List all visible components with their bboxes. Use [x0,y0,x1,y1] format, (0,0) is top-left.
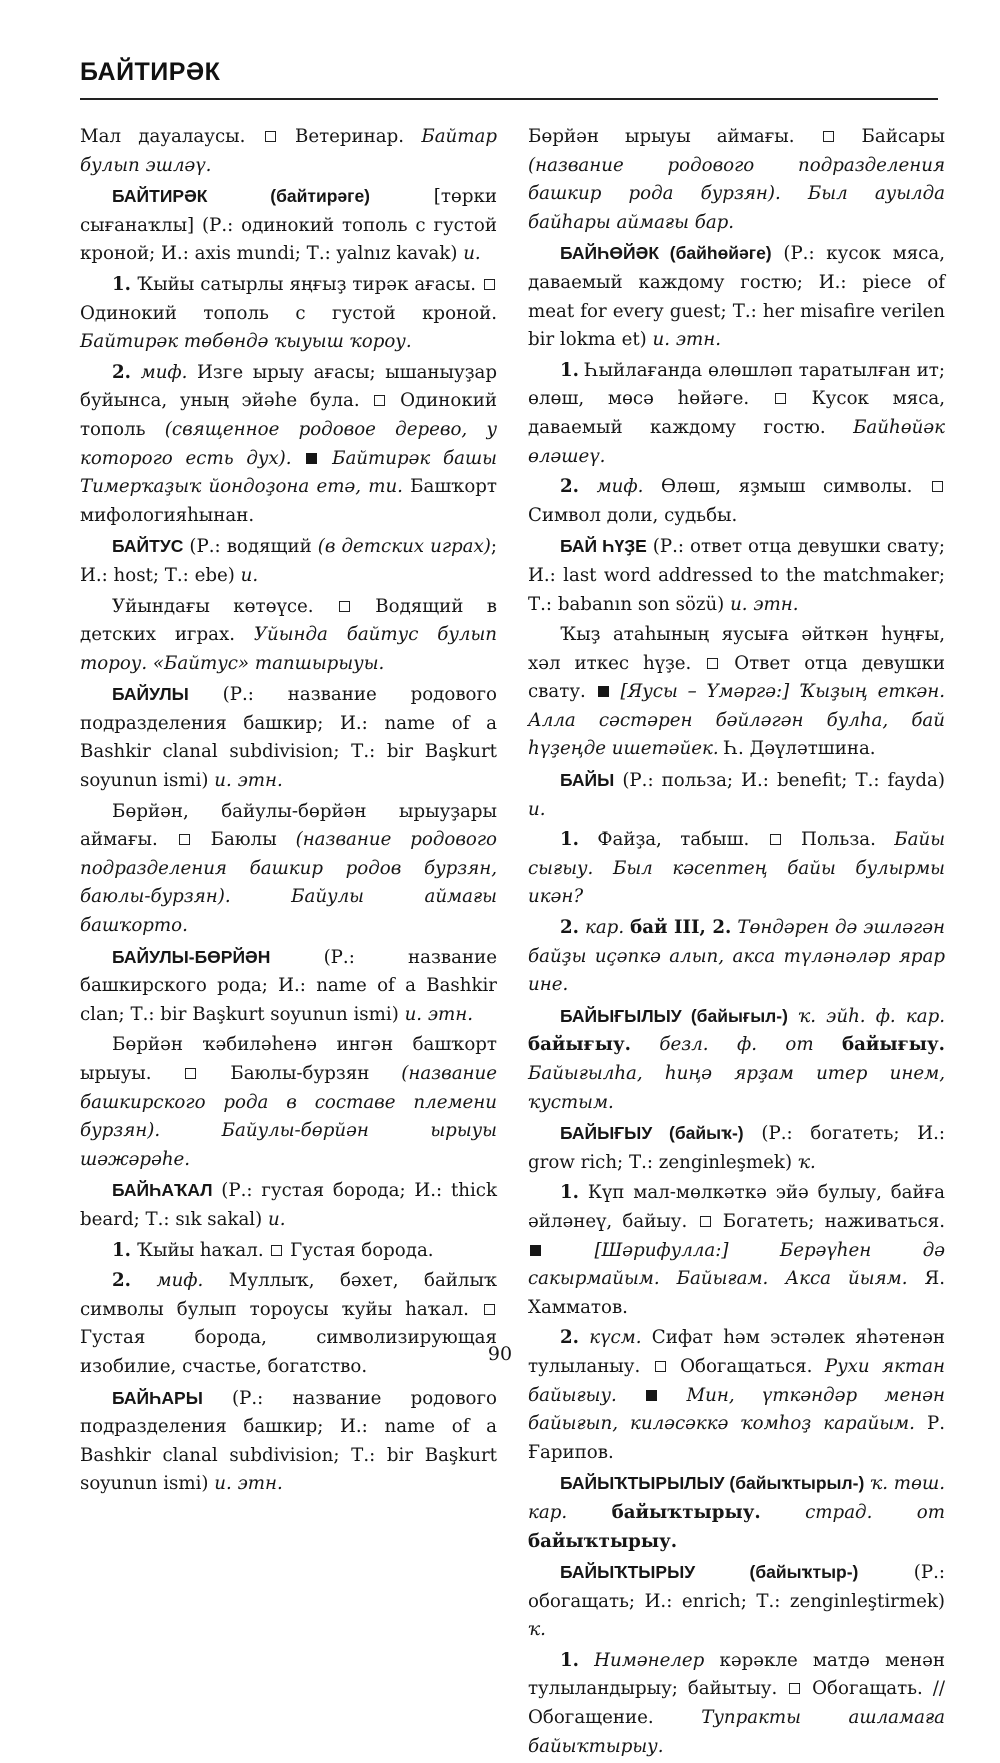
entry-text: Уйындағы көтөүсе. [112,595,337,617]
entry-text: (Р.: кусок мяса, даваемый каждому гостю; И.: piece of meat for every guest; Т.: her misafire verilen bir lokma et) [528,243,945,351]
entry-text: Густая борода. [284,1239,434,1261]
entry-text: Водящий в детских играх. [80,595,497,646]
entry-text: Ҡыйы сатырлы яңғыҙ тирәк ағасы. [131,273,482,295]
entry-text [611,681,621,702]
entry-text: Мин, үткәндәр менән байығып, киләсәккә ҡомһоҙ карайым. [528,1384,945,1435]
entry-text: [төрки сығанаҡлы] (Р.: одинокий тополь с густой кроной; И.: axis mundi; Т.: yalnız kavak) [80,186,497,265]
entry-paragraph [80,532,497,590]
white-square-icon [484,1304,495,1315]
entry-text: Төндәрен дә эшләгән байҙы иҫәпкә алып, акса түләнәләр ярар ине. [528,917,945,996]
entry-text: [Шәрифулла:] Берәүһен дә сакырмайым. Байығам. Акса йыям. [528,1239,945,1290]
entry-paragraph [528,1469,945,1556]
black-square-icon [306,453,317,464]
entry-text: безл. ф. от [659,1034,814,1056]
black-square-icon [646,1390,657,1401]
white-square-icon [265,131,276,142]
entry-paragraph [80,1031,497,1174]
entry-text: Байтирәк башы Тимерҡаҙыҡ йондоҙона етә, ти. [80,447,497,498]
entry-text: 2. [112,1270,131,1292]
entry-text: байығыу. [528,1034,631,1056]
entry-text: (название родового подразделения башкир рода бурзян). Был ауылда байһары аймағы бар. [528,154,945,233]
headword: БАЙУЛЫ-БӨРЙӘН [112,946,271,967]
entry-text: и. этн. [652,329,722,351]
entry-text: 1. [112,1239,131,1261]
entry-text: 2. [560,476,579,498]
entry-paragraph [80,798,497,941]
entry-text: и. [528,798,546,820]
entry-text: Обогащаться. [667,1355,825,1377]
entry-text: Густая борода, символизирующая изобилие, счастье, богатство. [80,1327,497,1377]
entry-text: Польза. [782,829,895,851]
entry-text: Байығылһа, һиңә ярҙам итер инем, ҡустым. [528,1063,945,1113]
white-square-icon [775,393,786,404]
headword: БАЙТУС [112,536,184,557]
entry-text: Рухи яктан байығыу. [528,1355,946,1406]
entry-text: Муллыҡ, бәхет, байлыҡ символы булып тороусы ҡуйы һаҡал. [80,1270,497,1320]
entry-text: Р. Ғарипов. [528,1413,945,1463]
entry-text [788,1006,798,1027]
entry-paragraph [528,123,945,237]
entry-text: (Р.: водящий [183,536,318,558]
entry-text: 2. [560,917,579,939]
entry-text: (в детских играх) [317,536,491,558]
entry-text: Изге ырыу ағасы; ышаныуҙар буйынса, уның эйәһе була. [80,361,497,412]
entry-text: Одинокий тополь с густой кроной. [80,302,497,324]
entry-text: кар. [584,917,625,939]
entry-text: Байтар булып эшләү. [80,126,497,176]
entry-text: Уйында байтус булып тороу. «Байтус» тапшырыуы. [80,624,497,674]
entry-text: (Р.: название башкирского рода; И.: name of a Bashkir clan; Т.: bir Başkurt soyunun ismi) [80,946,497,1025]
entry-text: Бөрйән, байулы-бөрйән ырыуҙары аймағы. [80,800,497,851]
entry-text: ҡ. төш. кар. [528,1473,946,1523]
entry-text: 1. [560,359,579,381]
entry-text: миф. [596,476,644,498]
entry-text: Обогащать. // Обогащение. [528,1678,945,1729]
entry-text: (Р.: обогащать; И.: enrich; Т.: zenginleştirmek) [528,1562,945,1612]
entry-text [131,362,141,383]
entry-text: и. этн. [730,593,799,615]
entry-paragraph [528,532,945,619]
entry-paragraph [80,593,497,679]
entry-text: Файҙа, табыш. [579,829,768,851]
entry-text: байыҡтырыу. [528,1530,678,1552]
entry-paragraph [80,680,497,795]
entry-paragraph [528,826,945,912]
entry-text [131,1270,156,1291]
entry-text: и. [463,243,481,265]
entry-text: Богатеть; наживаться. [712,1210,945,1232]
entry-text: страд. от [805,1501,945,1523]
black-square-icon [530,1245,541,1256]
entry-paragraph [80,123,497,180]
entry-text: байыҡтырыу. [611,1501,761,1523]
entry-text: 1. [112,273,131,295]
entry-text: Нимәнелер [594,1649,705,1671]
entry-text: Ҡыҙ атаһының яусыға әйткән һуңғы, хәл иткес һүҙе. [528,624,945,674]
entry-text: Бөрйән ырыуы аймағы. [528,126,821,147]
entry-text [292,448,305,469]
entry-text: ; И.: host; Т.: ebe) [80,536,497,586]
entry-paragraph [528,357,945,471]
entry-paragraph [80,1237,497,1266]
running-header-title: БАЙТИРӘК [80,58,221,86]
entry-text [319,448,332,469]
white-square-icon [185,1068,196,1079]
white-square-icon [823,131,834,142]
white-square-icon [789,1683,800,1694]
entry-text: Кусок мяса, даваемый каждому гостю. [528,388,946,438]
black-square-icon [598,686,609,697]
headword: БАЙ ҺҮҘЕ [560,536,647,557]
entry-text: 2. [560,1327,579,1349]
headword: БАЙЫҠТЫРЫУ (байыҡтыр-) [560,1562,859,1583]
entry-text: 1. [560,1182,579,1204]
entry-paragraph [528,473,945,530]
entry-text: и. этн. [404,1003,474,1025]
headword: БАЙУЛЫ [112,684,189,705]
entry-text: ҡ. эйһ. ф. кар. [798,1005,945,1027]
entry-paragraph [528,1558,945,1645]
entry-paragraph [80,182,497,269]
entry-paragraph [80,943,497,1030]
white-square-icon [271,1245,282,1256]
entry-text: Одинокий тополь [80,390,497,440]
running-header [80,58,938,100]
headword: БАЙЫҒЫУ (байыҡ-) [560,1123,744,1144]
entry-text: Күп мал-мөлкәткә эйә булыу, байға әйләнеү, байыу. [528,1182,945,1232]
entry-text: Байсары [835,126,946,147]
entry-text: Һыйлағанда өлөшләп таратылған ит; өлөш, мөсә һөйәге. [528,359,945,410]
entry-text: кәрәкле матдә менән тулыландырыу; байытыу. [528,1649,945,1700]
entry-text: Һ. Дәүләтшина. [718,738,876,760]
white-square-icon [700,1216,711,1227]
entry-text: Ветеринар. [277,126,422,147]
entry-text: 1. [560,1649,579,1671]
entry-paragraph [528,1002,945,1117]
entry-text [761,1502,805,1523]
entry-text: Башҡорт мифологияһынан. [80,476,497,526]
white-square-icon [339,601,350,612]
entry-text: Ҡыйы һаҡал. [131,1239,270,1261]
entry-text: (название башкирского рода в составе племени бурзян). Байулы-бөрйән ырыуы шәжәрәһе. [80,1063,497,1170]
entry-paragraph [80,359,497,531]
entry-text: и. этн. [214,770,283,792]
white-square-icon [770,834,781,845]
white-square-icon [374,395,385,406]
entry-paragraph [528,914,945,1000]
headword: БАЙЫҠТЫРЫЛЫУ (байыҡтырыл-) [560,1473,865,1494]
entry-paragraph [528,621,945,764]
entry-paragraph [528,766,945,824]
right-column [528,123,945,1763]
entry-text: Тупракты ашламаға байыҡтырыу. [528,1707,945,1757]
entry-text: бай III, 2. [630,917,732,939]
entry-text: миф. [156,1270,204,1292]
entry-text: Мал дауалаусы. [80,126,263,147]
headword: БАЙЫҒЫЛЫУ (байығыл-) [560,1005,788,1026]
headword: БАЙТИРӘК (байтирәге) [112,186,371,207]
entry-text [543,1240,594,1261]
page-number: 90 [487,1343,513,1365]
entry-text [567,1502,611,1523]
entry-text: 2. [112,361,131,383]
entry-text: Символ доли, судьбы. [528,504,738,526]
entry-text: Байы сығыу. Был кәсептең байы булырмы икән? [528,829,946,908]
entry-text: Баюлы [191,829,296,851]
entry-text [659,1385,686,1406]
entry-text: (Р.: богатеть; И.: grow rich; Т.: zenginleşmek) [528,1123,945,1173]
entry-text: Сифат һәм эстәлек яһәтенән тулыланыу. [528,1327,945,1377]
entry-paragraph [528,1179,945,1322]
entry-text: Өлөш, яҙмыш символы. [643,476,930,498]
entry-text: (Р.: название родового подразделения башкир; И.: name of a Bashkir clanal subdivision; Т.: bir Başkurt soyunun ismi) [80,1387,497,1495]
entry-text [617,1385,644,1406]
white-square-icon [707,658,718,669]
entry-paragraph [528,239,945,354]
entry-paragraph [80,1384,497,1499]
entry-text: (Р.: густая борода; И.: thick beard; Т.: sık sakal) [80,1180,497,1230]
entry-paragraph [80,271,497,357]
entry-text: и. [268,1208,286,1230]
headword: БАЙҺАҠАЛ [112,1180,213,1201]
entry-text: күсм. [589,1327,642,1349]
white-square-icon [484,279,495,290]
entry-paragraph [528,1647,945,1761]
entry-text: Байтирәк төбөндә ҡыуыш ҡороу. [80,331,412,353]
left-column [80,123,497,1501]
entry-text: (Р.: название родового подразделения башкир; И.: name of a Bashkir clanal subdivision; Т.: bir Başkurt soyunun ismi) [80,684,497,792]
entry-text: 1. [560,829,579,851]
white-square-icon [179,834,190,845]
entry-text: Баюлы-бурзян [198,1063,402,1084]
entry-text: (название родового подразделения башкир родов бурзян, баюлы-бурзян). Байулы аймағы башҡорто. [80,829,498,937]
entry-text: (священное родовое дерево, у которого есть дух). [80,418,497,469]
entry-text: и. [240,564,259,586]
entry-text: Ответ отца девушки свату. [528,652,946,703]
entry-text: Бөрйән ҡәбиләһенә ингән башҡорт ырыуы. [80,1034,497,1084]
entry-paragraph [80,1176,497,1234]
entry-text: байығыу. [841,1034,945,1056]
entry-text: Я. Хамматов. [528,1268,945,1318]
entry-text [579,1650,594,1671]
entry-text: ҡ. [528,1619,546,1641]
entry-paragraph [528,1119,945,1177]
white-square-icon [932,481,943,492]
headword: БАЙҺӨЙӘК (байһөйәге) [560,243,772,264]
entry-text: Байһөйәк өләшеү. [528,416,945,467]
entry-text [631,1034,659,1055]
entry-text: и. этн. [214,1473,283,1495]
entry-text [579,476,597,497]
entry-text: (Р.: ответ отца девушки свату; И.: last word addressed to the matchmaker; Т.: babanın son sözü) [528,536,946,615]
headword: БАЙЫ [560,770,615,791]
headword: БАЙҺАРЫ [112,1387,203,1408]
entry-text: (Р.: польза; И.: benefit; Т.: fayda) [614,770,945,792]
entry-text: ҡ. [797,1151,816,1173]
entry-text: миф. [140,361,188,383]
entry-text: [Яусы – Үмәргә:] Ҡыҙың еткән. Алла сәстәрен бәйләгән булһа, бай һүҙеңде ишетәйек. [528,681,945,760]
entry-text [814,1034,842,1055]
